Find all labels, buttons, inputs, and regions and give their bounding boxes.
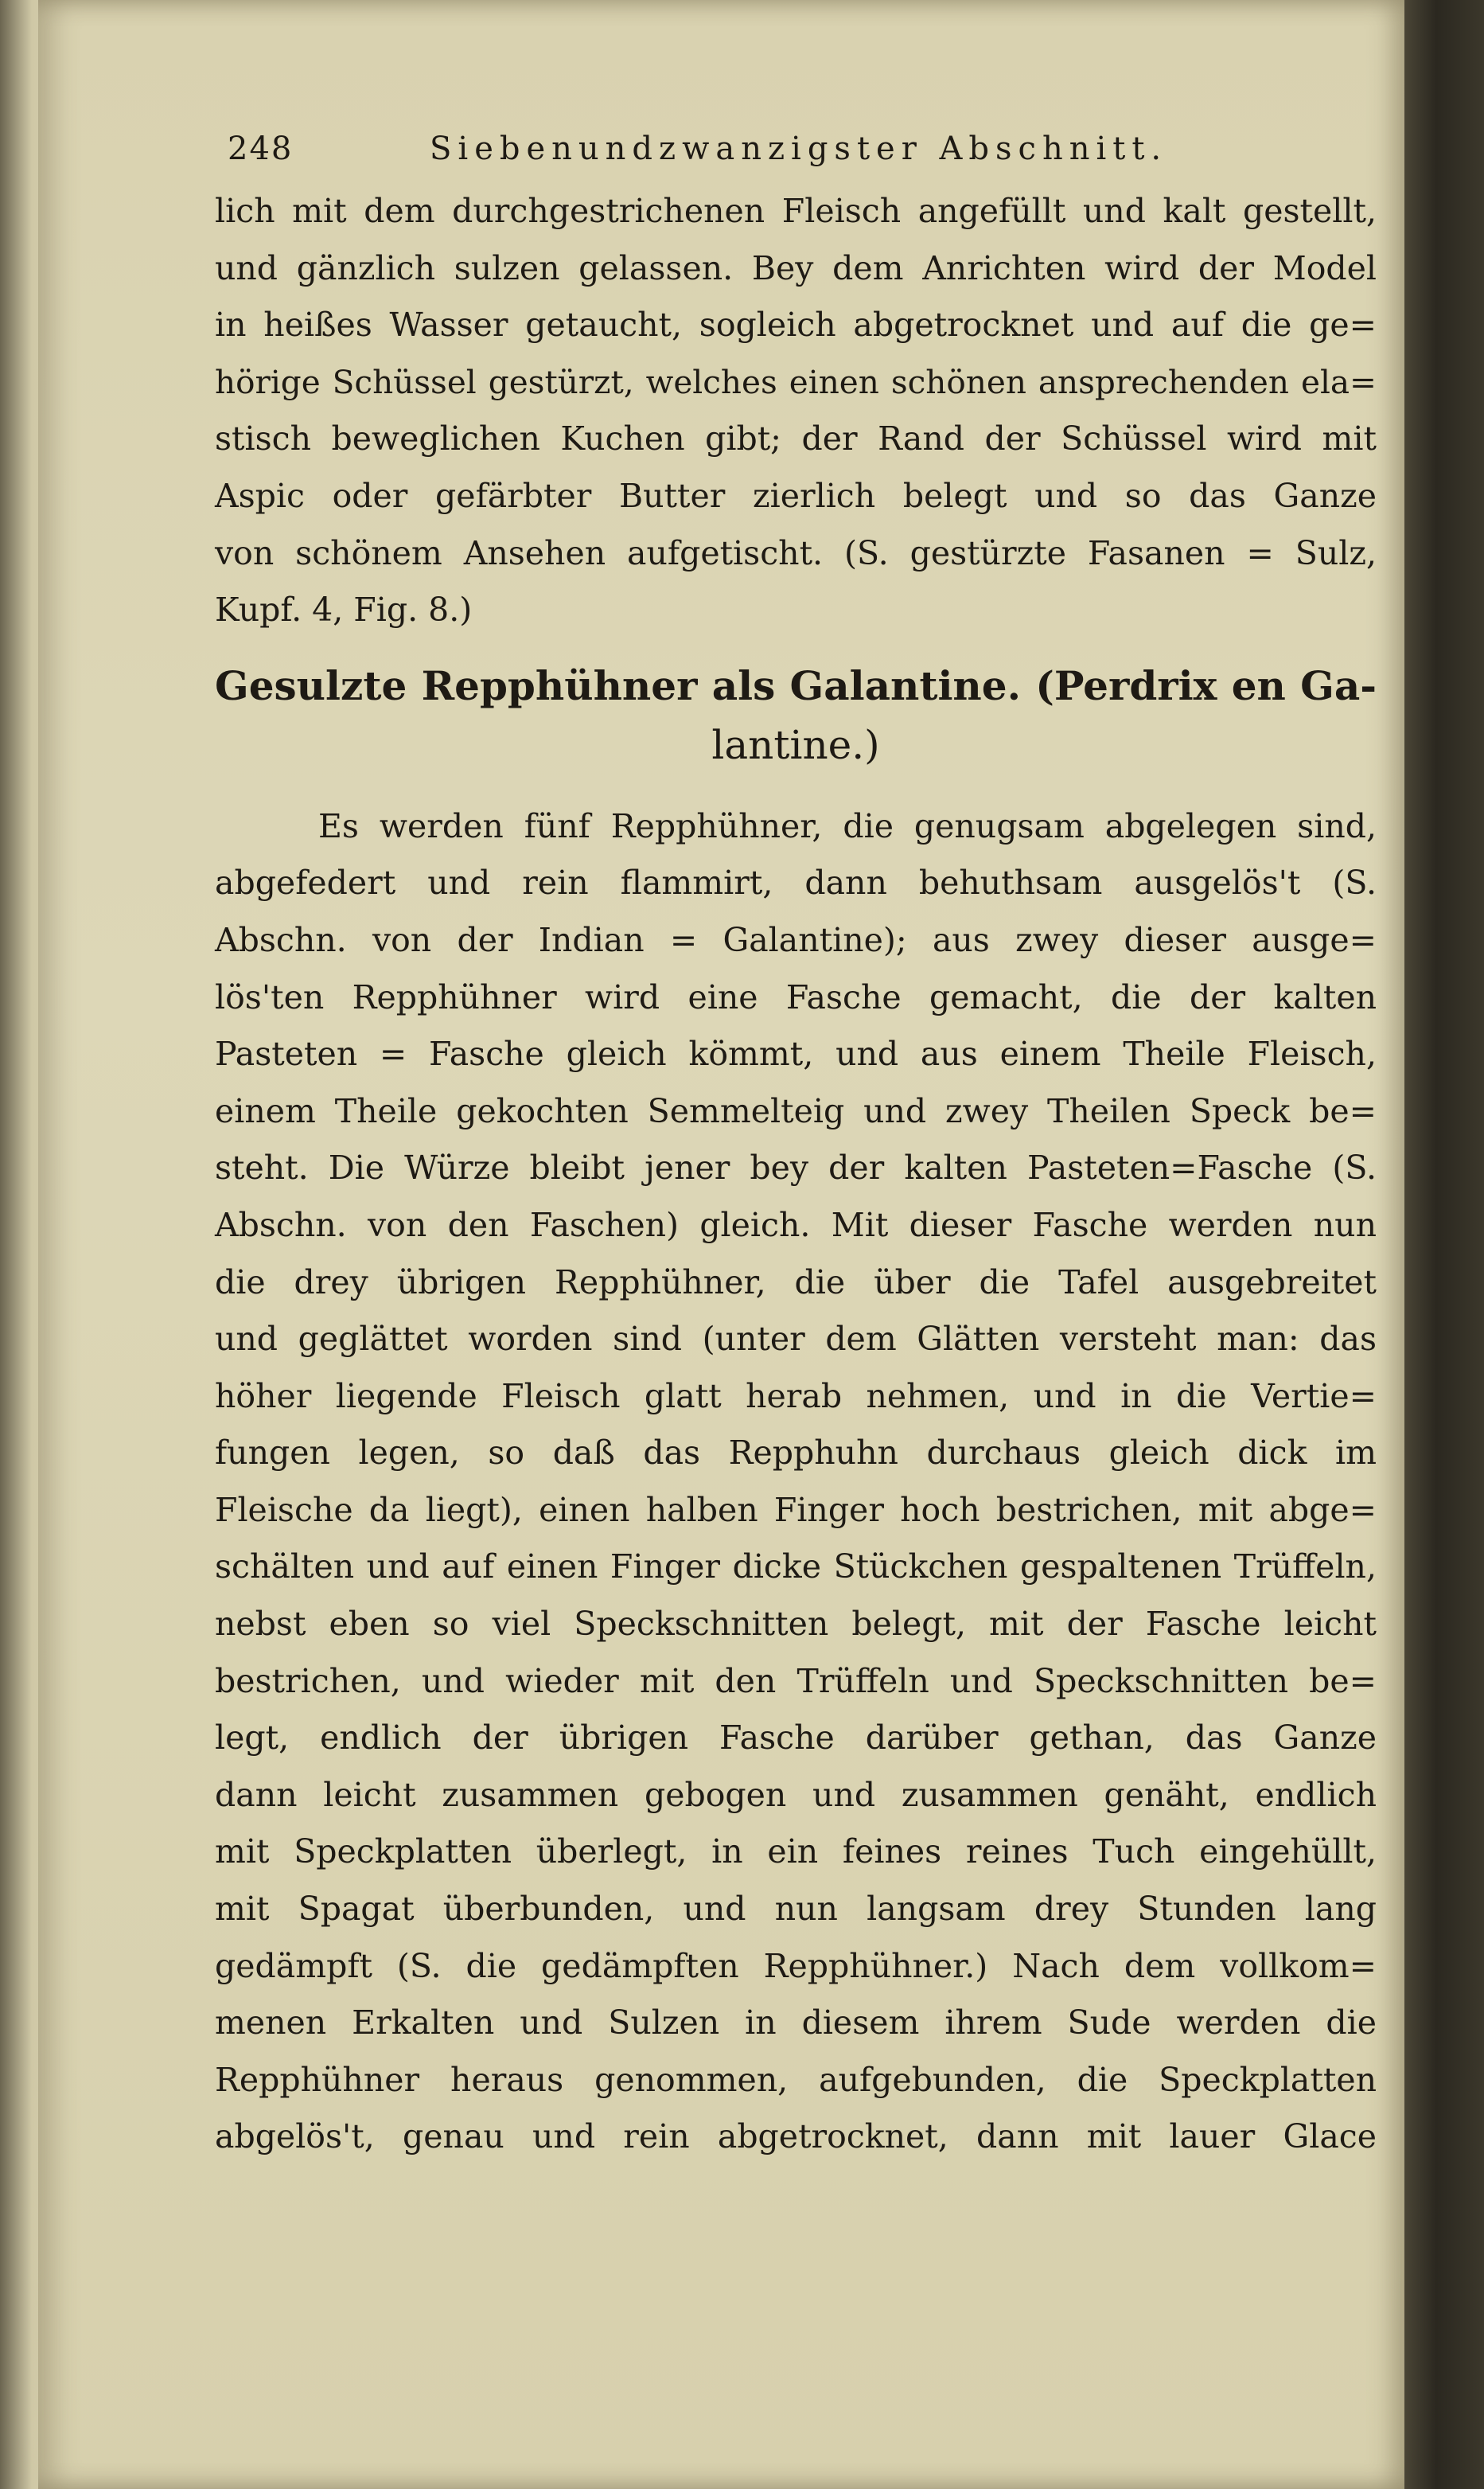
chapter-title: Siebenundzwanzigster Abschnitt. — [430, 131, 1168, 167]
running-head — [215, 119, 1377, 183]
text-line: die drey übrigen Repphühner, die über die Tafel ausgebreitet — [215, 1262, 1377, 1301]
text-line: Abschn. von den Faschen) gleich. Mit dieser Fasche werden nun — [215, 1205, 1377, 1244]
text-line: bestrichen, und wieder mit den Trüffeln und Speckschnitten be= — [215, 1661, 1377, 1700]
paragraph-continued — [215, 183, 1377, 639]
text-line: steht. Die Würze bleibt jener bey der kalten Pasteten=Fasche (S. — [215, 1149, 1377, 1188]
text-line: abgefedert und rein flammirt, dann behuthsam ausgelös't (S. — [215, 864, 1377, 903]
recipe-heading-line-2: lantine.) — [711, 721, 880, 768]
text-line: in heißes Wasser getaucht, sogleich abgetrocknet und auf die ge= — [215, 306, 1377, 345]
text-line: Fleische da liegt), einen halben Finger hoch bestrichen, mit abge= — [215, 1490, 1377, 1529]
book-spine — [1404, 0, 1484, 2489]
text-line: stisch beweglichen Kuchen gibt; der Rand der Schüssel wird mit — [215, 419, 1377, 458]
text-line: von schönem Ansehen aufgetischt. (S. gestürzte Fasanen = Sulz, — [215, 533, 1377, 572]
text-line: lich mit dem durchgestrichenen Fleisch angefüllt und kalt gestellt, — [215, 192, 1377, 230]
text-line: dann leicht zusammen gebogen und zusammen genäht, endlich — [215, 1775, 1377, 1814]
text-line: Pasteten = Fasche gleich kömmt, und aus einem Theile Fleisch, — [215, 1035, 1377, 1074]
text-line: einem Theile gekochten Semmelteig und zwey Theilen Speck be= — [215, 1091, 1377, 1130]
text-line: höher liegende Fleisch glatt herab nehmen, und in die Vertie= — [215, 1376, 1377, 1415]
text-line: mit Speckplatten überlegt, in ein feines reines Tuch eingehüllt, — [215, 1832, 1377, 1871]
recipe-heading-line-1: Gesulzte Repphühner als Galantine. (Perdrix en Ga- — [215, 661, 1377, 709]
text-line: fungen legen, so daß das Repphuhn durchaus gleich dick im — [215, 1434, 1377, 1473]
text-line: und gänzlich sulzen gelassen. Bey dem Anrichten wird der Model — [215, 248, 1377, 287]
text-line: hörige Schüssel gestürzt, welches einen schönen ansprechenden ela= — [215, 362, 1377, 401]
text-line: und geglättet worden sind (unter dem Glätten versteht man: das — [215, 1320, 1377, 1359]
page-text — [215, 119, 1377, 2166]
text-line: legt, endlich der übrigen Fasche darüber gethan, das Ganze — [215, 1719, 1377, 1758]
recipe-heading — [215, 657, 1377, 774]
text-line: menen Erkalten und Sulzen in diesem ihrem Sude werden die — [215, 2003, 1377, 2042]
text-line: gedämpft (S. die gedämpften Repphühner.) Nach dem vollkom= — [215, 1946, 1377, 1985]
text-line: lös'ten Repphühner wird eine Fasche gemacht, die der kalten — [215, 977, 1377, 1016]
text-line: Repphühner heraus genommen, aufgebunden, die Speckplatten — [215, 2060, 1377, 2099]
text-line: Abschn. von der Indian = Galantine); aus zwey dieser ausge= — [215, 920, 1377, 959]
text-line: Es werden fünf Repphühner, die genugsam abgelegen sind, — [318, 806, 1377, 845]
text-line: nebst eben so viel Speckschnitten belegt, mit der Fasche leicht — [215, 1605, 1377, 1644]
recipe-paragraph — [215, 798, 1377, 2166]
text-line: mit Spagat überbunden, und nun langsam drey Stunden lang — [215, 1890, 1377, 1929]
text-line: schälten und auf einen Finger dicke Stückchen gespaltenen Trüffeln, — [215, 1547, 1377, 1586]
text-line: Aspic oder gefärbter Butter zierlich belegt und so das Ganze — [215, 476, 1377, 515]
page-number: 248 — [228, 131, 294, 167]
text-line: abgelös't, genau und rein abgetrocknet, dann mit lauer Glace — [215, 2117, 1377, 2156]
text-line: Kupf. 4, Fig. 8.) — [215, 591, 473, 630]
